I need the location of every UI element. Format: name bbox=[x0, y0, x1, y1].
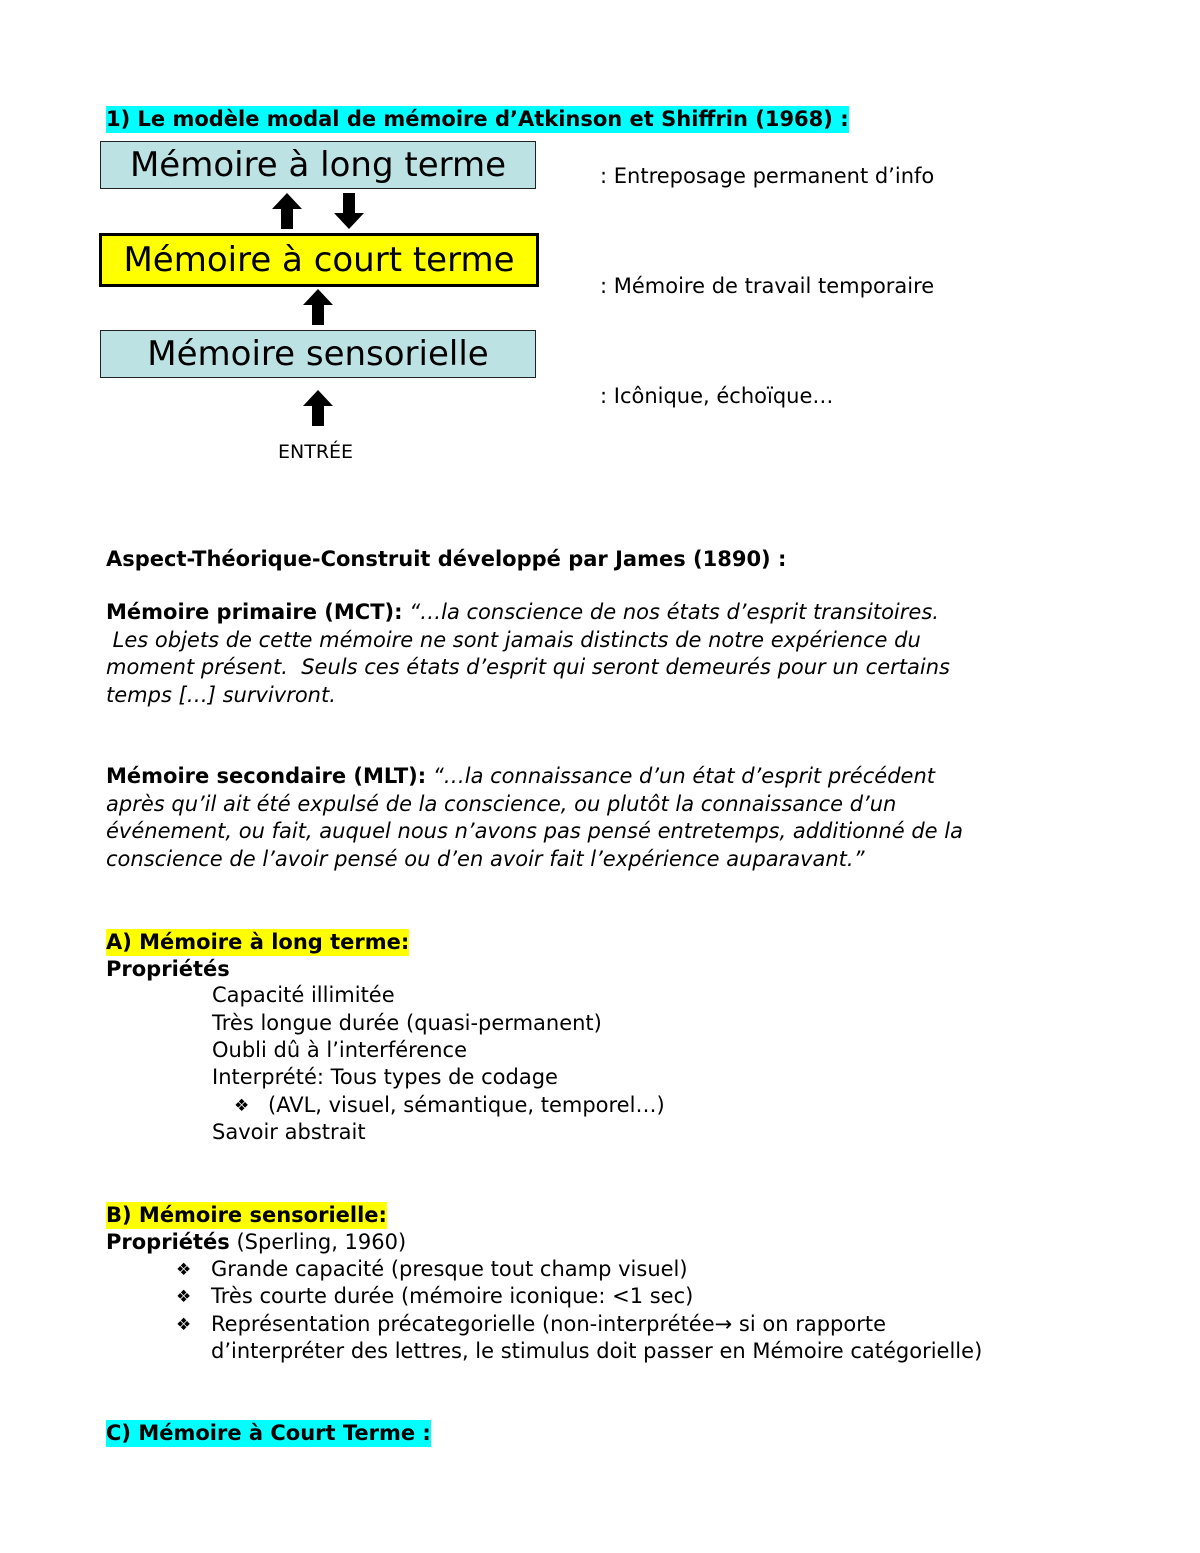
arrow-down-icon bbox=[334, 193, 364, 229]
arrow-up-icon bbox=[303, 390, 333, 426]
section-b-properties bbox=[106, 1229, 406, 1256]
diamond-bullet-icon: ❖ bbox=[234, 1096, 250, 1116]
box-long-term-memory: Mémoire à long terme bbox=[100, 141, 536, 189]
secondary-quote-line: événement, ou fait, auquel nous n’avons pas pensé entretemps, additionné de la bbox=[106, 819, 963, 843]
list-item: Grande capacité (presque tout champ visuel) bbox=[211, 1257, 688, 1281]
section-c-title: C) Mémoire à Court Terme : bbox=[106, 1421, 431, 1445]
james-heading: Aspect-Théorique-Construit développé par James (1890) : bbox=[106, 547, 787, 571]
primary-quote-line: temps […] survivront. bbox=[106, 682, 336, 707]
diamond-bullet-icon: ❖ bbox=[176, 1287, 192, 1307]
secondary-memory-paragraph bbox=[106, 763, 963, 873]
section-1-title: 1) Le modèle modal de mémoire d’Atkinson et Shiffrin (1968) : bbox=[106, 107, 849, 131]
list-item: Capacité illimitée bbox=[212, 983, 395, 1007]
list-item: Oubli dû à l’interférence bbox=[212, 1038, 467, 1062]
list-item: Interprété: Tous types de codage bbox=[212, 1065, 558, 1089]
section-b-title: B) Mémoire sensorielle: bbox=[106, 1203, 387, 1227]
diamond-bullet-icon: ❖ bbox=[176, 1260, 192, 1280]
section-b-properties-ref: (Sperling, 1960) bbox=[236, 1230, 407, 1254]
secondary-quote-line: après qu’il ait été expulsé de la conscience, ou plutôt la connaissance d’un bbox=[106, 791, 897, 816]
list-subitem: (AVL, visuel, sémantique, temporel…) bbox=[268, 1093, 665, 1117]
list-item: Très longue durée (quasi-permanent) bbox=[212, 1011, 602, 1035]
section-a-properties-label: Propriétés bbox=[106, 957, 230, 981]
section-a-title: A) Mémoire à long terme: bbox=[106, 930, 410, 954]
primary-memory-label: Mémoire primaire (MCT): bbox=[106, 600, 403, 624]
arrow-up-icon bbox=[272, 193, 302, 229]
section-b-properties-label: Propriétés bbox=[106, 1230, 230, 1254]
secondary-quote-line: “…la connaissance d’un état d’esprit précédent bbox=[432, 764, 935, 788]
primary-quote-line: moment présent. Seuls ces états d’esprit qui seront demeurés pour un certains bbox=[106, 655, 950, 679]
sensory-description: : Icônique, échoïque… bbox=[600, 384, 834, 408]
secondary-memory-label: Mémoire secondaire (MLT): bbox=[106, 764, 427, 788]
primary-memory-paragraph bbox=[106, 599, 950, 709]
short-term-description: : Mémoire de travail temporaire bbox=[600, 274, 935, 298]
long-term-description: : Entreposage permanent d’info bbox=[600, 164, 935, 188]
list-item: Savoir abstrait bbox=[212, 1120, 366, 1144]
primary-quote-line: Les objets de cette mémoire ne sont jamais distincts de notre expérience du bbox=[106, 627, 921, 652]
diamond-bullet-icon: ❖ bbox=[176, 1315, 192, 1335]
box-short-term-memory: Mémoire à court terme bbox=[99, 233, 539, 287]
secondary-quote-line: conscience de l’avoir pensé ou d’en avoir fait l’expérience auparavant.” bbox=[106, 846, 865, 871]
arrow-up-icon bbox=[303, 289, 333, 325]
box-sensory-memory: Mémoire sensorielle bbox=[100, 330, 536, 378]
input-label: ENTRÉE bbox=[278, 441, 354, 463]
list-item: Représentation précategorielle (non-interprétée→ si on rapporte bbox=[211, 1312, 887, 1336]
list-item-continuation: d’interpréter des lettres, le stimulus doit passer en Mémoire catégorielle) bbox=[211, 1339, 983, 1363]
list-item: Très courte durée (mémoire iconique: <1 sec) bbox=[211, 1284, 694, 1308]
primary-quote-line: “…la conscience de nos états d’esprit transitoires. bbox=[409, 600, 939, 624]
